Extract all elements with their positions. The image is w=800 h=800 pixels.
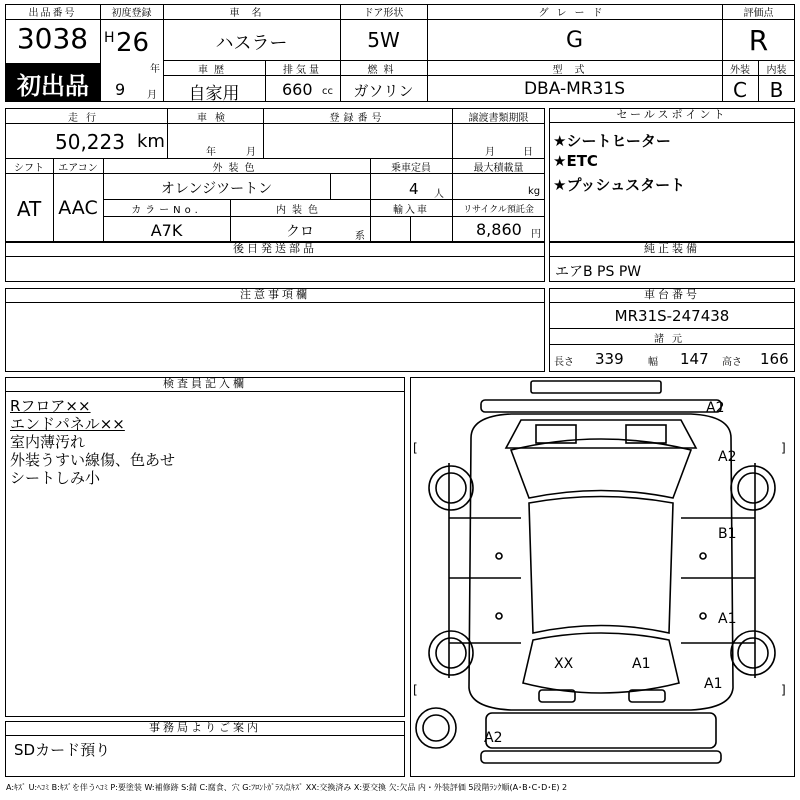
inspector-line-1: Rフロア×× bbox=[10, 397, 91, 415]
svg-text:[: [ bbox=[413, 441, 418, 455]
svg-text:]: ] bbox=[781, 441, 786, 455]
first-listing-label: 初出品 bbox=[17, 72, 89, 100]
sales-point-2: ★ETC bbox=[553, 152, 598, 170]
mark-right-rear-door: A1 bbox=[718, 611, 737, 627]
score: R bbox=[748, 24, 769, 57]
exterior-label: 外装 bbox=[730, 65, 750, 76]
legend-text: A:ｷｽﾞ U:ﾍｺﾐ B:ｷｽﾞを伴うﾍｺﾐ P:要塗装 W:補修跡 S:錆 C:腐食、穴 G:ﾌﾛﾝﾄｶﾞﾗｽ点ｷｽﾞ XX:交換済み X:要交換 欠:欠品 内・外装評価 5段階ﾗﾝｸ順(A･B･C･D･E) 2 bbox=[6, 783, 568, 792]
shift-label: シフト bbox=[14, 163, 44, 174]
interior-color: クロ bbox=[286, 224, 314, 240]
dims-label: 諸元 bbox=[654, 334, 690, 345]
inspection-month-unit: 月 bbox=[246, 147, 256, 158]
grade-label: グレード bbox=[538, 8, 611, 19]
mileage-label: 走行 bbox=[68, 113, 104, 124]
car-name-label: 車名 bbox=[229, 8, 274, 19]
reg-month: 9 bbox=[115, 80, 126, 99]
color-label: 外装色 bbox=[212, 163, 261, 174]
capacity-unit: 人 bbox=[434, 189, 444, 200]
displacement-label: 排気量 bbox=[283, 65, 322, 76]
sales-point-1: ★シートヒーター bbox=[553, 132, 671, 150]
import-label: 輸入車 bbox=[393, 205, 429, 216]
model: DBA-MR31S bbox=[523, 79, 626, 99]
width-label: 幅 bbox=[648, 357, 658, 368]
mark-rear-right: A1 bbox=[632, 656, 651, 672]
lot-number: 3038 bbox=[16, 22, 89, 55]
height: 166 bbox=[760, 350, 789, 368]
car-outline-diagram bbox=[411, 378, 793, 775]
interior-color-unit: 系 bbox=[355, 231, 365, 242]
svg-text:[: [ bbox=[413, 683, 418, 697]
chassis-label: 車台番号 bbox=[549, 288, 795, 303]
inspection-year-unit: 年 bbox=[206, 147, 216, 158]
inspector-line-5: シートしみ小 bbox=[10, 469, 101, 487]
score-label: 評価点 bbox=[743, 8, 774, 19]
car-name: ハスラー bbox=[215, 33, 288, 54]
sales-point-3: ★プッシュスタート bbox=[553, 176, 686, 194]
mark-right-front-door: B1 bbox=[718, 526, 737, 542]
inspection-label: 車検 bbox=[197, 113, 233, 124]
reg-year: 26 bbox=[116, 28, 150, 58]
office-text: SDカード預り bbox=[14, 741, 111, 759]
damage-diagram bbox=[410, 377, 795, 777]
mileage-unit: km bbox=[137, 131, 165, 152]
mark-right-front-fender: A2 bbox=[718, 449, 737, 465]
fuel-label: 燃料 bbox=[367, 65, 400, 76]
recycle-label: リサイクル預託金 bbox=[463, 205, 534, 215]
door-label: ドア形状 bbox=[363, 8, 404, 19]
first-reg-label: 初度登録 bbox=[111, 8, 152, 19]
length-label: 長さ bbox=[554, 357, 574, 368]
inspector-label: 検査員記入欄 bbox=[5, 377, 405, 392]
year-unit: 年 bbox=[150, 64, 160, 75]
mileage: 50,223 bbox=[55, 130, 125, 154]
height-label: 高さ bbox=[722, 357, 742, 368]
model-label: 型式 bbox=[552, 65, 597, 76]
mark-front-bumper: A2 bbox=[484, 730, 503, 746]
displacement-unit: cc bbox=[322, 86, 333, 97]
later-parts-label: 後日発送部品 bbox=[5, 242, 545, 257]
reg-no-label: 登録番号 bbox=[329, 113, 386, 124]
transfer-label: 譲渡書類期限 bbox=[468, 113, 529, 124]
era: H bbox=[104, 30, 115, 46]
color-no: A7K bbox=[150, 221, 183, 240]
lot-label: 出品番号 bbox=[28, 8, 77, 19]
sales-points-label: セールスポイント bbox=[549, 108, 795, 123]
history: 自家用 bbox=[188, 84, 240, 104]
color-no-label: カラーNo. bbox=[131, 205, 202, 216]
inspector-line-2: エンドパネル×× bbox=[10, 415, 125, 433]
inspector-line-3: 室内薄汚れ bbox=[10, 433, 86, 451]
history-label: 車歴 bbox=[198, 65, 230, 76]
inspector-line-4: 外装うすい線傷、色あせ bbox=[10, 451, 176, 469]
options-label: 純正装備 bbox=[549, 242, 795, 257]
capacity: 4 bbox=[409, 180, 419, 198]
exterior-grade: C bbox=[733, 78, 747, 102]
mark-front-right-top: A2 bbox=[706, 400, 725, 416]
interior-grade: B bbox=[769, 78, 784, 102]
load-label: 最大積載量 bbox=[473, 163, 524, 174]
mark-right-quarter: A1 bbox=[704, 676, 723, 692]
options-value: エアB PS PW bbox=[555, 264, 642, 280]
ac: AAC bbox=[58, 197, 98, 219]
svg-text:]: ] bbox=[781, 683, 786, 697]
interior-label: 内装 bbox=[766, 65, 787, 76]
mark-rear-floor: XX bbox=[554, 656, 574, 672]
door-type: 5W bbox=[367, 28, 400, 52]
color: オレンジツートン bbox=[160, 181, 273, 197]
shift: AT bbox=[16, 197, 42, 221]
displacement: 660 bbox=[282, 80, 313, 99]
ac-label: エアコン bbox=[58, 163, 98, 174]
chassis-number: MR31S-247438 bbox=[614, 307, 730, 325]
month-unit: 月 bbox=[147, 90, 157, 101]
notes-label: 注意事項欄 bbox=[5, 288, 545, 303]
transfer-day-unit: 日 bbox=[523, 147, 533, 158]
transfer-month-unit: 月 bbox=[485, 147, 495, 158]
fuel: ガソリン bbox=[353, 82, 414, 100]
recycle-fee: 8,860 bbox=[476, 220, 522, 239]
width: 147 bbox=[680, 350, 709, 368]
length: 339 bbox=[595, 350, 624, 368]
recycle-unit: 円 bbox=[531, 229, 541, 240]
capacity-label: 乗車定員 bbox=[391, 163, 431, 174]
interior-color-label: 内装色 bbox=[276, 205, 324, 216]
load-unit: kg bbox=[528, 186, 541, 197]
office-label: 事務局よりご案内 bbox=[5, 721, 405, 736]
grade: G bbox=[565, 28, 584, 53]
